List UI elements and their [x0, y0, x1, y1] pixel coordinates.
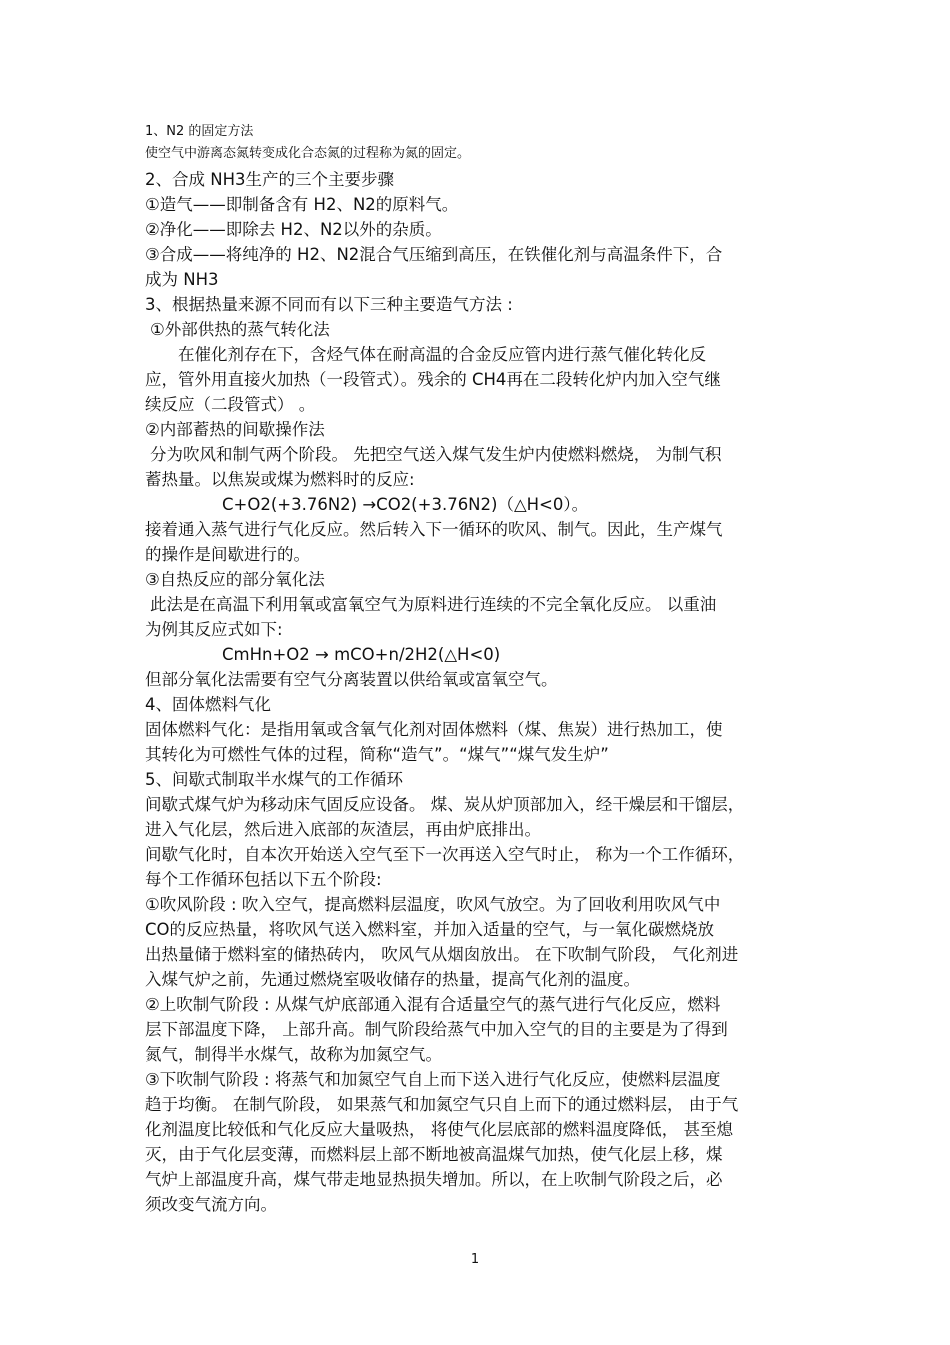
paragraph-line: 续反应（二段管式） 。 — [145, 395, 316, 414]
paragraph-line: 氮气，制得半水煤气，故称为加氮空气。 — [145, 1045, 442, 1064]
paragraph-line: 其转化为可燃性气体的过程，简称“造气”。“煤气”“煤气发生炉” — [145, 745, 609, 764]
paragraph-line: ①吹风阶段 : 吹入空气，提高燃料层温度，吹风气放空。为了回收利用吹风气中 — [145, 895, 721, 914]
subheading-intermittent-operation: ②内部蓄热的间歇操作法 — [145, 420, 325, 439]
paragraph-line: 固体燃料气化：是指用氧或含氧气化剂对固体燃料（煤、焦炭）进行热加工，使 — [145, 720, 723, 739]
paragraph-line: 使空气中游离态氮转变成化合态氮的过程称为氮的固定。 — [145, 146, 471, 161]
paragraph-line: ②净化——即除去 H2、N2以外的杂质。 — [145, 220, 442, 239]
paragraph-line: CO的反应热量，将吹风气送入燃料室，并加入适量的空气，与一氧化碳燃烧放 — [145, 920, 715, 939]
paragraph-line: 蓄热量。以焦炭或煤为燃料时的反应: — [145, 470, 415, 489]
paragraph-line: 为例其反应式如下: — [145, 620, 283, 639]
paragraph-line: 在催化剂存在下，含烃气体在耐高温的合金反应管内进行蒸气催化转化反 — [178, 345, 706, 364]
paragraph-line: 应，管外用直接火加热（一段管式）。残余的 CH4再在二段转化炉内加入空气继 — [145, 370, 721, 389]
paragraph-line: 灭，由于气化层变薄，而燃料层上部不断地被高温煤气加热，使气化层上移，煤 — [145, 1145, 723, 1164]
paragraph-line: 间歇式煤气炉为移动床气固反应设备。 煤、炭从炉顶部加入，经干燥层和干馏层， — [145, 795, 745, 814]
heading-nitrogen-fixation: 1、N2 的固定方法 — [145, 124, 254, 139]
paragraph-line: 每个工作循环包括以下五个阶段: — [145, 870, 382, 889]
paragraph-line: ③合成——将纯净的 H2、N2混合气压缩到高压，在铁催化剂与高温条件下，合 — [145, 245, 723, 264]
paragraph-line: 成为 NH3 — [145, 270, 219, 289]
reaction-equation: C+O2(+3.76N2) →CO2(+3.76N2)（△H<0）。 — [222, 495, 589, 514]
paragraph-line: 入煤气炉之前，先通过燃烧室吸收储存的热量，提高气化剂的温度。 — [145, 970, 640, 989]
paragraph-line: 分为吹风和制气两个阶段。 先把空气送入煤气发生炉内使燃料燃烧， 为制气积 — [150, 445, 722, 464]
heading-gas-making-methods: 3、根据热量来源不同而有以下三种主要造气方法 : — [145, 295, 513, 314]
paragraph-line: 的操作是间歇进行的。 — [145, 545, 310, 564]
paragraph-line: 出热量储于燃料室的储热砖内， 吹风气从烟囱放出。 在下吹制气阶段， 气化剂进 — [145, 945, 739, 964]
paragraph-line: 但部分氧化法需要有空气分离装置以供给氧或富氧空气。 — [145, 670, 558, 689]
paragraph-line: ②上吹制气阶段 : 从煤气炉底部通入混有合适量空气的蒸气进行气化反应，燃料 — [145, 995, 721, 1014]
paragraph-line: 此法是在高温下利用氧或富氧空气为原料进行连续的不完全氧化反应。 以重油 — [150, 595, 717, 614]
subheading-steam-reforming: ①外部供热的蒸气转化法 — [150, 320, 330, 339]
paragraph-line: 接着通入蒸气进行气化反应。然后转入下一循环的吹风、制气。因此，生产煤气 — [145, 520, 723, 539]
paragraph-line: 化剂温度比较低和气化反应大量吸热， 将使气化层底部的燃料温度降低， 甚至熄 — [145, 1120, 733, 1139]
heading-solid-fuel-gasification: 4、固体燃料气化 — [145, 695, 271, 714]
reaction-equation: CmHn+O2 → mCO+n/2H2(△H<0) — [222, 645, 501, 664]
paragraph-line: 趋于均衡。 在制气阶段， 如果蒸气和加氮空气只自上而下的通过燃料层， 由于气 — [145, 1095, 739, 1114]
paragraph-line: 间歇气化时，自本次开始送入空气至下一次再送入空气时止， 称为一个工作循环， — [145, 845, 745, 864]
paragraph-line: 进入气化层，然后进入底部的灰渣层，再由炉底排出。 — [145, 820, 541, 839]
heading-nh3-steps: 2、合成 NH3生产的三个主要步骤 — [145, 170, 394, 189]
paragraph-line: ①造气——即制备含有 H2、N2的原料气。 — [145, 195, 459, 214]
paragraph-line: 层下部温度下降， 上部升高。制气阶段给蒸气中加入空气的目的主要是为了得到 — [145, 1020, 728, 1039]
paragraph-line: 须改变气流方向。 — [145, 1195, 277, 1214]
heading-work-cycle: 5、间歇式制取半水煤气的工作循环 — [145, 770, 403, 789]
page-number: 1 — [470, 1252, 480, 1267]
subheading-partial-oxidation: ③自热反应的部分氧化法 — [145, 570, 325, 589]
paragraph-line: ③下吹制气阶段 : 将蒸气和加氮空气自上而下送入进行气化反应，使燃料层温度 — [145, 1070, 721, 1089]
paragraph-line: 气炉上部温度升高，煤气带走地显热损失增加。所以，在上吹制气阶段之后，必 — [145, 1170, 723, 1189]
